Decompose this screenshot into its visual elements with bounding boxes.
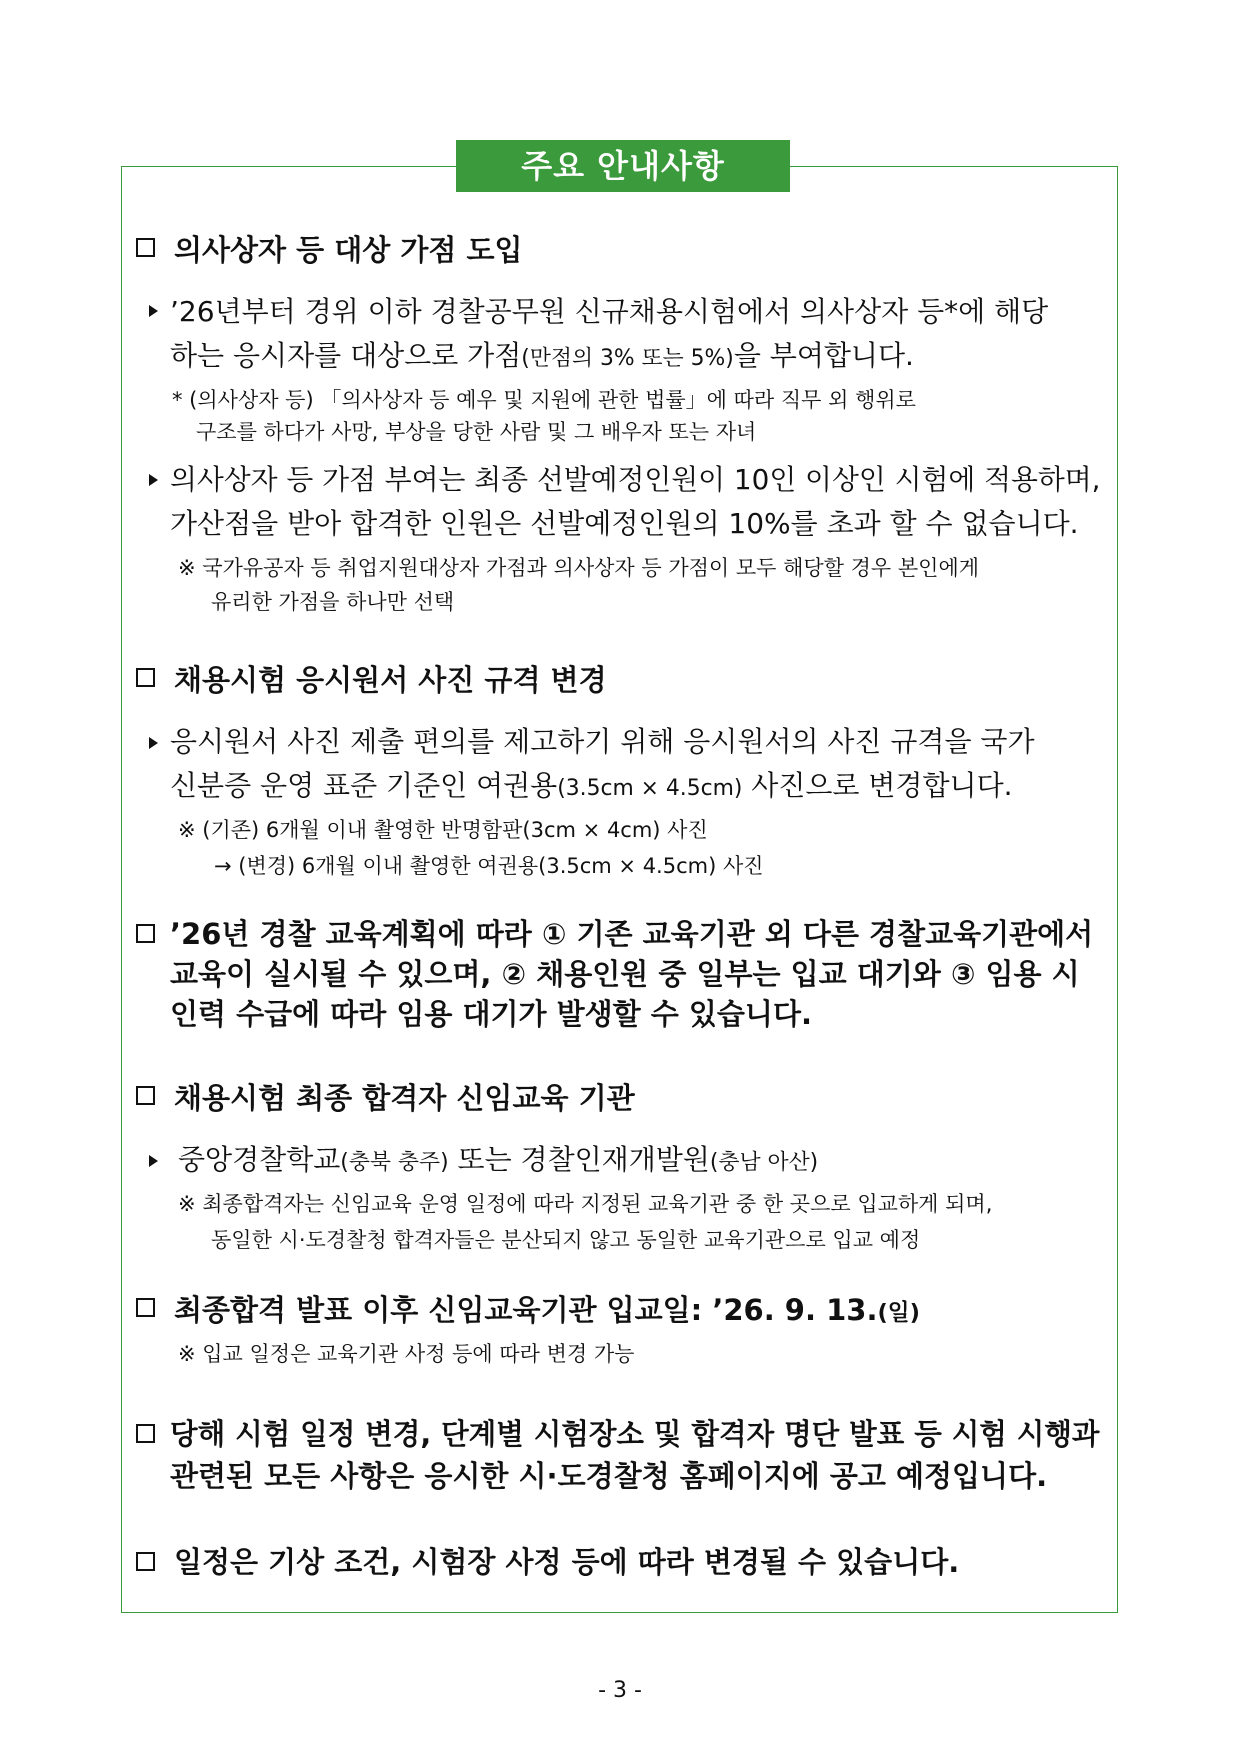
bullet-text: 중앙경찰학교(충북 충주) 또는 경찰인재개발원(충남 아산) (178, 1143, 819, 1176)
footnote: * (의사상자 등) 「의사상자 등 예우 및 지원에 관한 법률」에 따라 직무 외 행위로 (172, 388, 916, 412)
checkbox-icon (136, 1424, 155, 1443)
section-heading: ’26년 경찰 교육계획에 따라 ① 기존 교육기관 외 다른 경찰교육기관에서 (170, 917, 1094, 951)
section-heading: 교육이 실시될 수 있으며, ② 채용인원 중 일부는 입교 대기와 ③ 임용 시 (170, 957, 1080, 991)
section-heading: 의사상자 등 대상 가점 도입 (174, 233, 523, 267)
bullet-text: 의사상자 등 가점 부여는 최종 선발예정인원이 10인 이상인 시험에 적용하며, (170, 463, 1101, 496)
note: → (변경) 6개월 이내 촬영한 여권용(3.5cm × 4.5cm) 사진 (214, 854, 764, 878)
section-heading: 당해 시험 일정 변경, 단계별 시험장소 및 합격자 명단 발표 등 시험 시행과 (170, 1417, 1100, 1451)
bullet-arrow-icon (149, 474, 158, 486)
section-heading: 채용시험 최종 합격자 신임교육 기관 (174, 1081, 635, 1115)
bullet-arrow-icon (149, 305, 158, 317)
section-heading: 일정은 기상 조건, 시험장 사정 등에 따라 변경될 수 있습니다. (174, 1545, 960, 1579)
checkbox-icon (136, 668, 155, 687)
bullet-arrow-icon (149, 737, 158, 749)
note: 동일한 시·도경찰청 합격자들은 분산되지 않고 동일한 교육기관으로 입교 예정 (211, 1228, 921, 1252)
note: ※ 국가유공자 등 취업지원대상자 가점과 의사상자 등 가점이 모두 해당할 경우 본인에게 (178, 556, 980, 580)
notice-title: 주요 안내사항 (456, 140, 790, 192)
note: ※ 최종합격자는 신임교육 운영 일정에 따라 지정된 교육기관 중 한 곳으로 입교하게 되며, (178, 1192, 993, 1216)
bullet-text: 하는 응시자를 대상으로 가점(만점의 3% 또는 5%)을 부여합니다. (170, 339, 914, 372)
checkbox-icon (136, 238, 155, 257)
checkbox-icon (136, 1086, 155, 1105)
bullet-text: ’26년부터 경위 이하 경찰공무원 신규채용시험에서 의사상자 등*에 해당 (170, 295, 1049, 328)
section-heading: 채용시험 응시원서 사진 규격 변경 (174, 663, 607, 697)
bullet-text: 가산점을 받아 합격한 인원은 선발예정인원의 10%를 초과 할 수 없습니다. (170, 507, 1079, 540)
note: ※ 입교 일정은 교육기관 사정 등에 따라 변경 가능 (178, 1342, 635, 1366)
section-heading: 관련된 모든 사항은 응시한 시·도경찰청 홈페이지에 공고 예정입니다. (170, 1459, 1048, 1493)
section-heading: 인력 수급에 따라 임용 대기가 발생할 수 있습니다. (170, 997, 812, 1031)
footnote: 구조를 하다가 사망, 부상을 당한 사람 및 그 배우자 또는 자녀 (196, 420, 757, 444)
checkbox-icon (136, 924, 155, 943)
checkbox-icon (136, 1552, 155, 1571)
bullet-text: 신분증 운영 표준 기준인 여권용(3.5cm × 4.5cm) 사진으로 변경합니다. (170, 769, 1013, 802)
note: 유리한 가점을 하나만 선택 (211, 590, 455, 614)
checkbox-icon (136, 1298, 155, 1317)
bullet-arrow-icon (149, 1155, 158, 1167)
note: ※ (기존) 6개월 이내 촬영한 반명함판(3cm × 4cm) 사진 (178, 818, 708, 842)
bullet-text: 응시원서 사진 제출 편의를 제고하기 위해 응시원서의 사진 규격을 국가 (170, 725, 1035, 758)
section-heading: 최종합격 발표 이후 신임교육기관 입교일: ’26. 9. 13.(일) (174, 1293, 920, 1327)
page-number: - 3 - (598, 1678, 642, 1703)
